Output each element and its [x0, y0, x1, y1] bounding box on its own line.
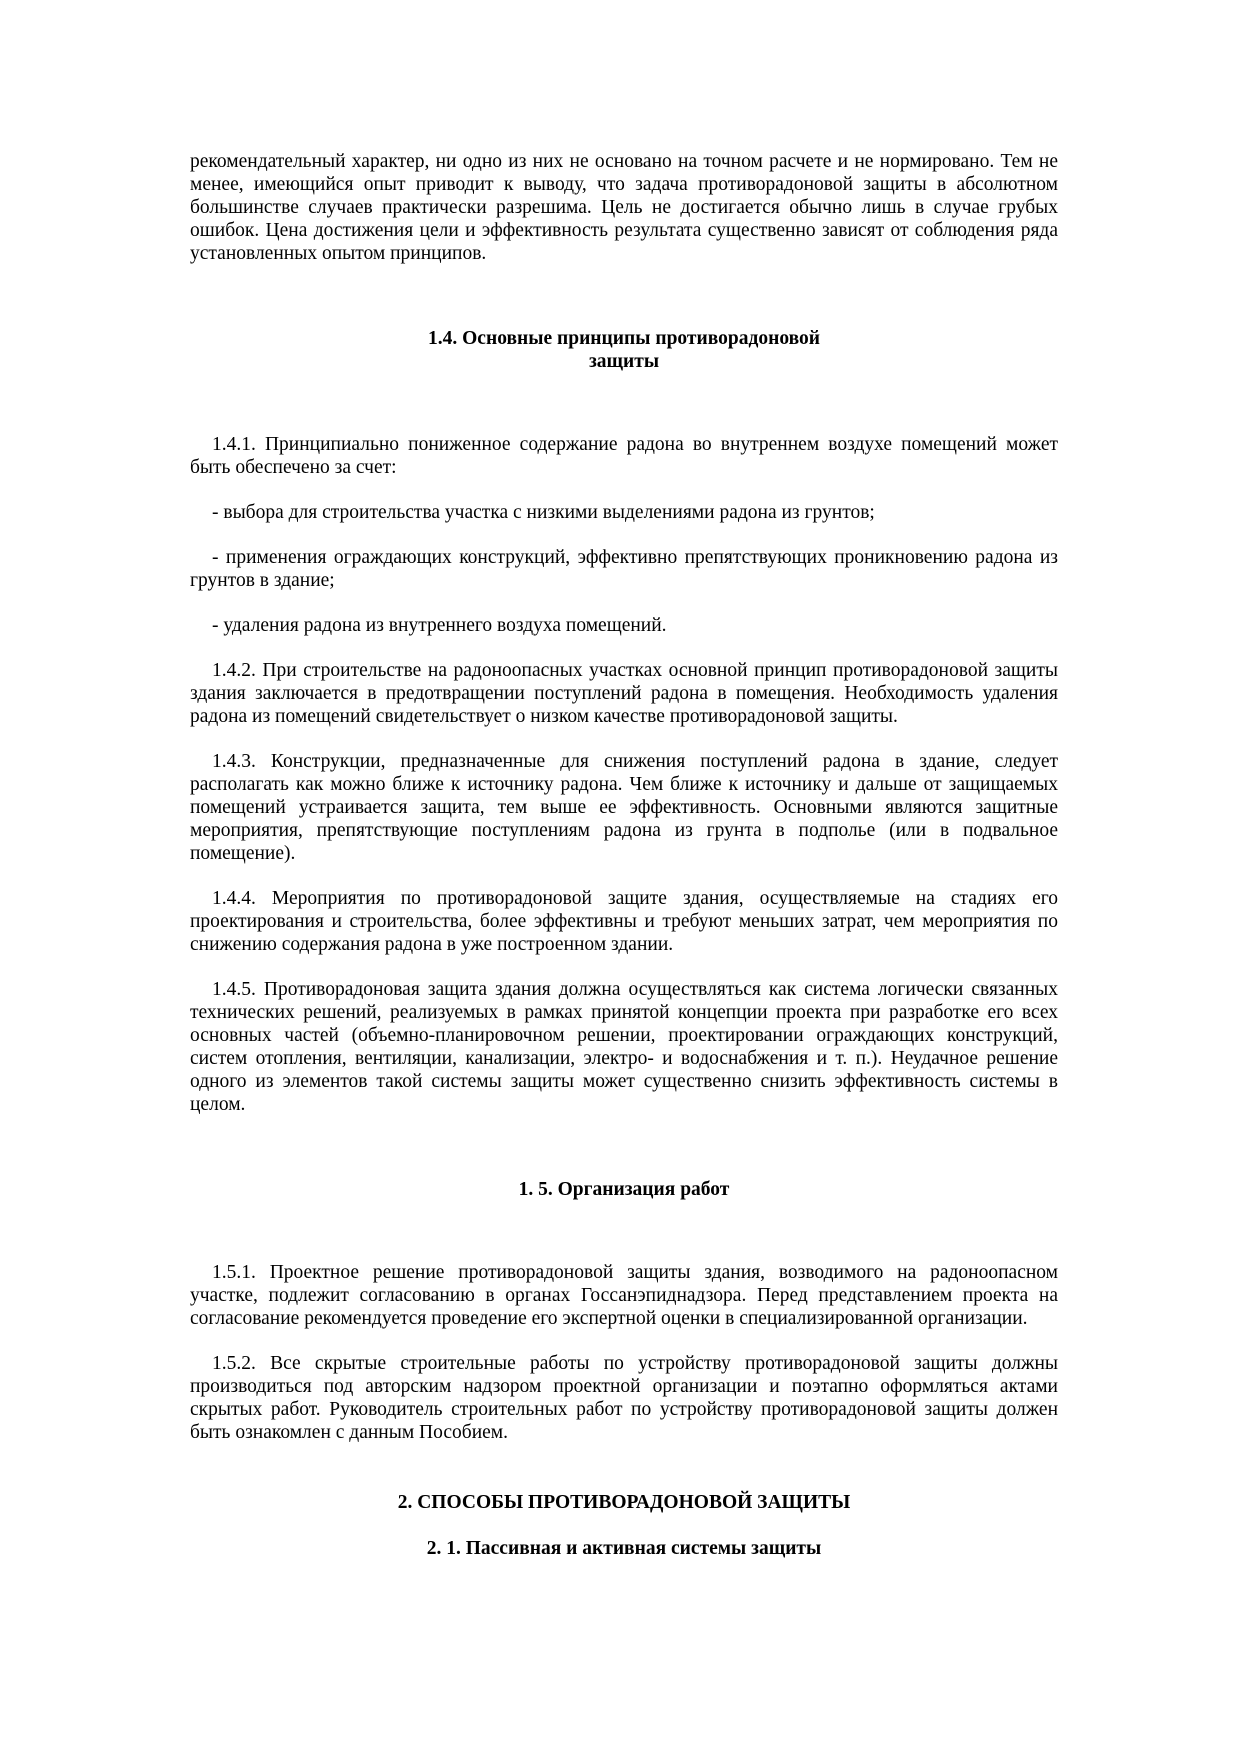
bullet-enclosing-structures: - применения ограждающих конструкций, эффективно препятствующих проникновению радона из грунтов в здание;: [190, 547, 1058, 591]
section-1-4-heading: [190, 327, 1058, 373]
bullet-radon-removal: - удаления радона из внутреннего воздуха помещений.: [212, 615, 667, 636]
chapter-2-heading: 2. СПОСОБЫ ПРОТИВОРАДОНОВОЙ ЗАЩИТЫ: [397, 1492, 851, 1513]
paragraph-1-4-3: 1.4.3. Конструкции, предназначенные для снижения поступлений радона в здание, следует располагать как можно ближе к источнику радона. Чем ближе к источнику и дальше от защищаемых помещений устраивается защита, тем выше ее эффективность. Основными являются защитные мероприятия, препятствующие поступлениям радона из грунта в подполье (или в подвальное помещение).: [190, 751, 1058, 864]
section-2-1-heading: 2. 1. Пассивная и активная системы защиты: [426, 1538, 822, 1559]
section-1-5-heading: 1. 5. Организация работ: [518, 1179, 730, 1200]
paragraph-1-4-4: 1.4.4. Мероприятия по противорадоновой защите здания, осуществляемые на стадиях его проектирования и строительства, более эффективны и требуют меньших затрат, чем мероприятия по снижению содержания радона в уже построенном здании.: [190, 888, 1058, 955]
paragraph-1-4-1: 1.4.1. Принципиально пониженное содержание радона во внутреннем воздухе помещений может быть обеспечено за счет:: [190, 434, 1058, 478]
paragraph-1-4-5: 1.4.5. Противорадоновая защита здания должна осуществляться как система логически связанных технических решений, реализуемых в рамках принятой концепции проекта при разработке его всех основных частей (объемно-планировочном решении, проектировании ограждающих конструкций, систем отопления, вентиляции, канализации, электро- и водоснабжения и т. п.). Неудачное решение одного из элементов такой системы защиты может существенно снизить эффективность системы в целом.: [190, 979, 1058, 1115]
intro-paragraph: рекомендательный характер, ни одно из них не основано на точном расчете и не нормировано. Тем не менее, имеющийся опыт приводит к выводу, что задача противорадоновой защиты в абсолютном большинстве случаев практически разрешима. Цель не достигается обычно лишь в случае грубых ошибок. Цена достижения цели и эффективность результата существенно зависят от соблюдения ряда установленных опытом принципов.: [190, 151, 1058, 264]
document-page: [190, 150, 1058, 1560]
bullet-site-selection: - выбора для строительства участка с низкими выделениями радона из грунтов;: [212, 502, 875, 523]
section-1-4-heading-line2: защиты: [588, 351, 660, 372]
paragraph-1-5-1: 1.5.1. Проектное решение противорадоновой защиты здания, возводимого на радоноопасном участке, подлежит согласованию в органах Госсанэпиднадзора. Перед представлением проекта на согласование рекомендуется проведение его экспертной оценки в специализированной организации.: [190, 1262, 1058, 1329]
paragraph-1-5-2: 1.5.2. Все скрытые строительные работы по устройству противорадоновой защиты должны производиться под авторским надзором проектной организации и поэтапно оформляться актами скрытых работ. Руководитель строительных работ по устройству противорадоновой защиты должен быть ознакомлен с данным Пособием.: [190, 1353, 1058, 1443]
section-1-4-heading-line1: 1.4. Основные принципы противорадоновой: [428, 328, 820, 349]
paragraph-1-4-2: 1.4.2. При строительстве на радоноопасных участках основной принцип противорадоновой защиты здания заключается в предотвращении поступлений радона в помещения. Необходимость удаления радона из помещений свидетельствует о низком качестве противорадоновой защиты.: [190, 660, 1058, 727]
